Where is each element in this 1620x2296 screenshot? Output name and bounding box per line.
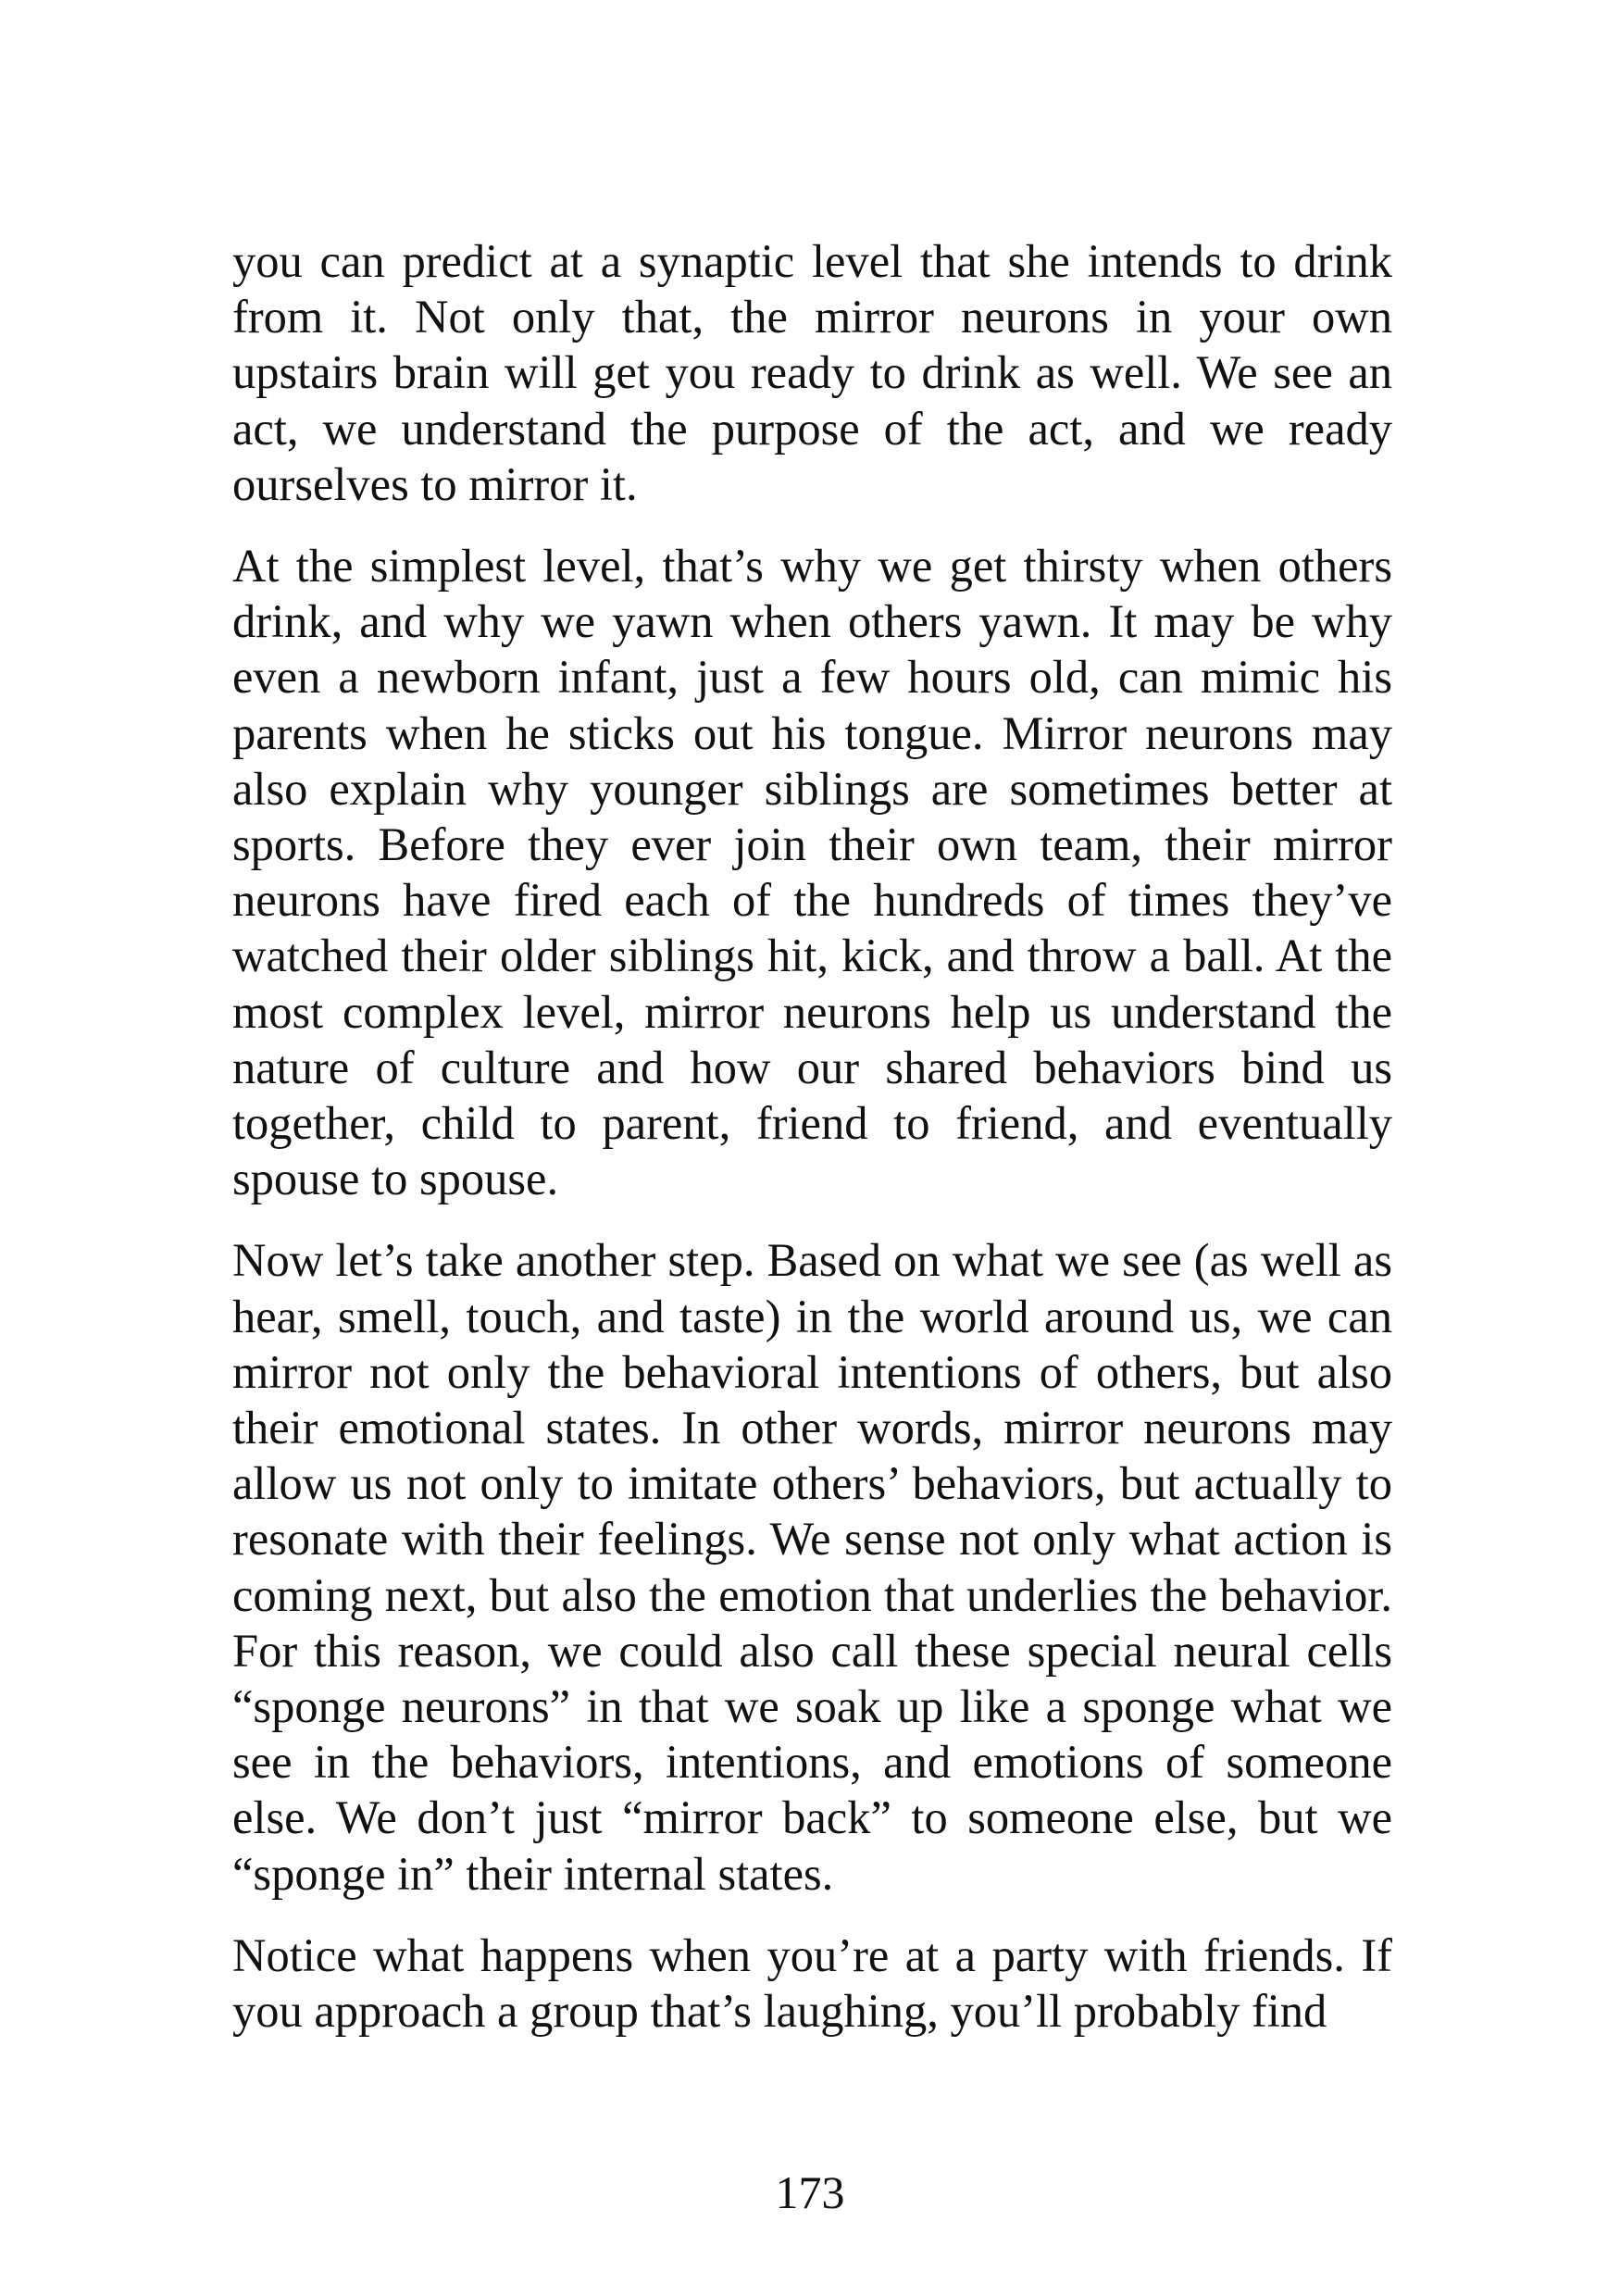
body-text bbox=[232, 233, 1392, 2039]
page-number: 173 bbox=[775, 2166, 845, 2218]
paragraph-4: Notice what happens when you’re at a party with friends. If you approach a group that’s laughing, you’ll probably find bbox=[232, 1928, 1392, 2038]
paragraph-2: At the simplest level, that’s why we get thirsty when others drink, and why we yawn when others yawn. It may be why even a newborn infant, just a few hours old, can mimic his parents when he sticks out his tongue. Mirror neurons may also explain why younger siblings are sometimes better at sports. Before they ever join their own team, their mirror neurons have fired each of the hundreds of times they’ve watched their older siblings hit, kick, and throw a ball. At the most complex level, mirror neurons help us understand the nature of culture and how our shared behaviors bind us together, child to parent, friend to friend, and eventually spouse to spouse. bbox=[232, 540, 1392, 1205]
paragraph-3: Now let’s take another step. Based on what we see (as well as hear, smell, touch, and taste) in the world around us, we can mirror not only the behavioral intentions of others, but also their emotional states. In other words, mirror neurons may allow us not only to imitate others’ behaviors, but actually to resonate with their feelings. We sense not only what action is coming next, but also the emotion that underlies the behavior. For this reason, we could also call these special neural cells “sponge neurons” in that we soak up like a sponge what we see in the behaviors, intentions, and emotions of someone else. We don’t just “mirror back” to someone else, but we “sponge in” their internal states. bbox=[232, 1234, 1392, 1900]
paragraph-1: you can predict at a synaptic level that she intends to drink from it. Not only that, the mirror neurons in your own upstairs brain will get you ready to drink as well. We see an act, we understand the purpose of the act, and we ready ourselves to mirror it. bbox=[232, 235, 1392, 510]
